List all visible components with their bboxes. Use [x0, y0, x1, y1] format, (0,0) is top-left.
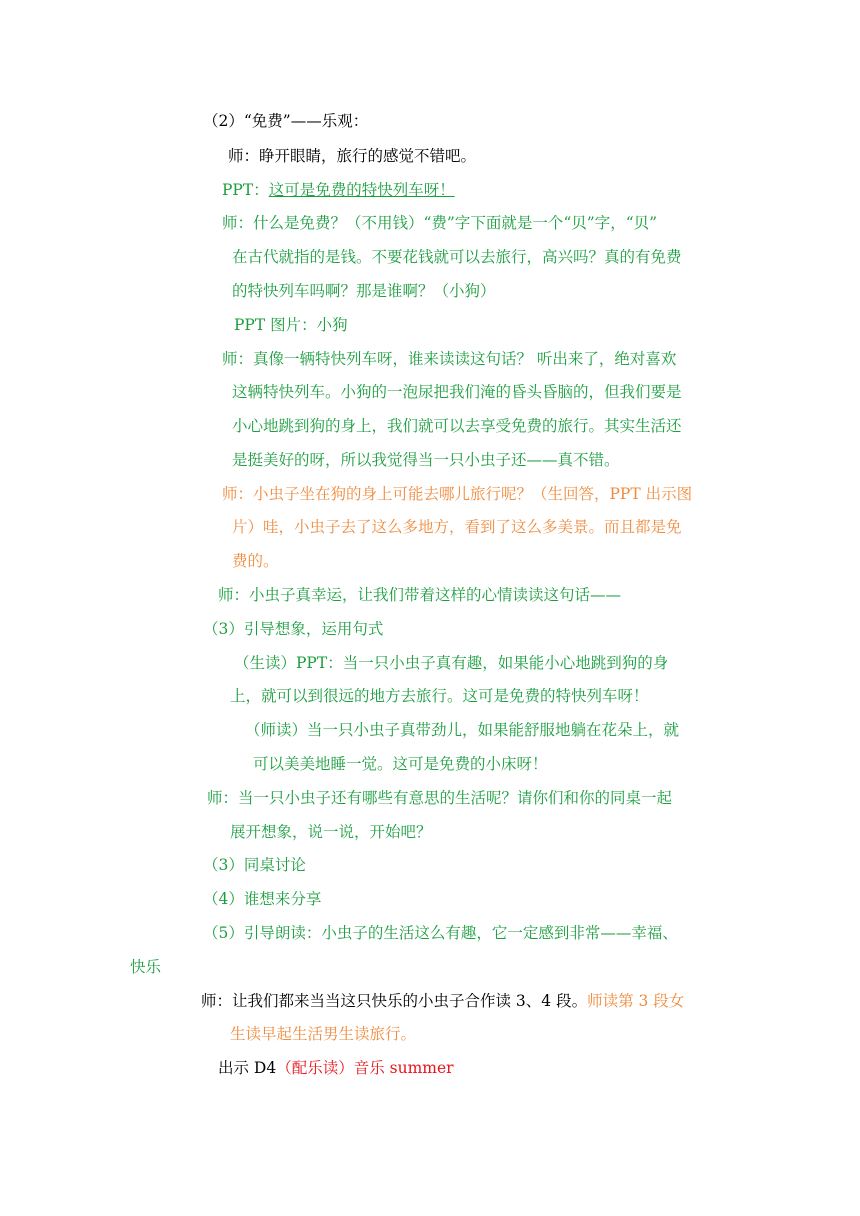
- ppt-underlined-text: 这可是免费的特快列车呀！: [268, 181, 455, 199]
- ppt-image-line: PPT 图片：小狗: [234, 316, 348, 334]
- paragraph-line: 是挺美好的呀，所以我觉得当一只小虫子还——真不错。: [232, 451, 620, 469]
- show-d4-line: [218, 1058, 454, 1078]
- reading-assignment: 生读早起生活男生读旅行。: [230, 1025, 417, 1043]
- paragraph-line: 展开想象，说一说，开始吧？: [230, 823, 432, 841]
- section-heading: （3）引导想象，运用句式: [203, 620, 384, 638]
- section-heading-free: （2）“免费”——乐观：: [203, 112, 369, 130]
- teacher-line: 师：小虫子真幸运，让我们带着这样的心情读读这句话——: [218, 586, 622, 604]
- paragraph-line: 师：真像一辆特快列车呀，谁来读读这句话？ 听出来了，绝对喜欢: [222, 350, 677, 368]
- teacher-line: 师：睁开眼睛，旅行的感觉不错吧。: [228, 147, 477, 165]
- paragraph-line: 师：当一只小虫子还有哪些有意思的生活呢？请你们和你的同桌一起: [207, 789, 673, 807]
- ppt-prefix: PPT：: [222, 181, 269, 199]
- teacher-line: [201, 991, 684, 1011]
- paragraph-line: （生读）PPT：当一只小虫子真有趣，如果能小心地跳到狗的身: [234, 654, 669, 672]
- paragraph-line: （5）引导朗读：小虫子的生活这么有趣，它一定感到非常——幸福、: [203, 924, 678, 942]
- paragraph-line: （师读）当一只小虫子真带劲儿，如果能舒服地躺在花朵上，就: [245, 721, 680, 739]
- paragraph-line: 上，就可以到很远的地方去旅行。这可是免费的特快列车呀！: [230, 687, 649, 705]
- ppt-line: [222, 180, 455, 200]
- paragraph-line: 的特快列车吗啊？那是谁啊？（小狗）: [232, 282, 496, 300]
- reading-assignment: 师读第 3 段女: [587, 992, 685, 1010]
- paragraph-line: 师：什么是免费？（不用钱）“费”字下面就是一个“贝”字，“贝”: [222, 214, 658, 232]
- paragraph-line: 这辆特快列车。小狗的一泡尿把我们淹的昏头昏脑的，但我们要是: [232, 383, 682, 401]
- paragraph-line: 快乐: [130, 958, 162, 976]
- paragraph-line: 片）哇，小虫子去了这么多地方，看到了这么多美景。而且都是免: [232, 518, 682, 536]
- paragraph-line: 在古代就指的是钱。不要花钱就可以去旅行，高兴吗？真的有免费: [232, 248, 682, 266]
- paragraph-line: 可以美美地睡一觉。这可是免费的小床呀！: [253, 755, 548, 773]
- paragraph-line: 师：小虫子坐在狗的身上可能去哪儿旅行呢？（生回答，PPT 出示图: [222, 485, 693, 503]
- section-heading: （3）同桌讨论: [203, 856, 306, 874]
- paragraph-line: 小心地跳到狗的身上，我们就可以去享受免费的旅行。其实生活还: [232, 417, 682, 435]
- show-d4-label: 出示 D4: [218, 1059, 277, 1077]
- paragraph-line: 费的。: [232, 552, 279, 570]
- music-note: （配乐读）音乐 summer: [276, 1059, 454, 1077]
- section-heading: （4）谁想来分享: [203, 890, 322, 908]
- teacher-instruction: 师：让我们都来当当这只快乐的小虫子合作读 3、4 段。: [201, 992, 588, 1010]
